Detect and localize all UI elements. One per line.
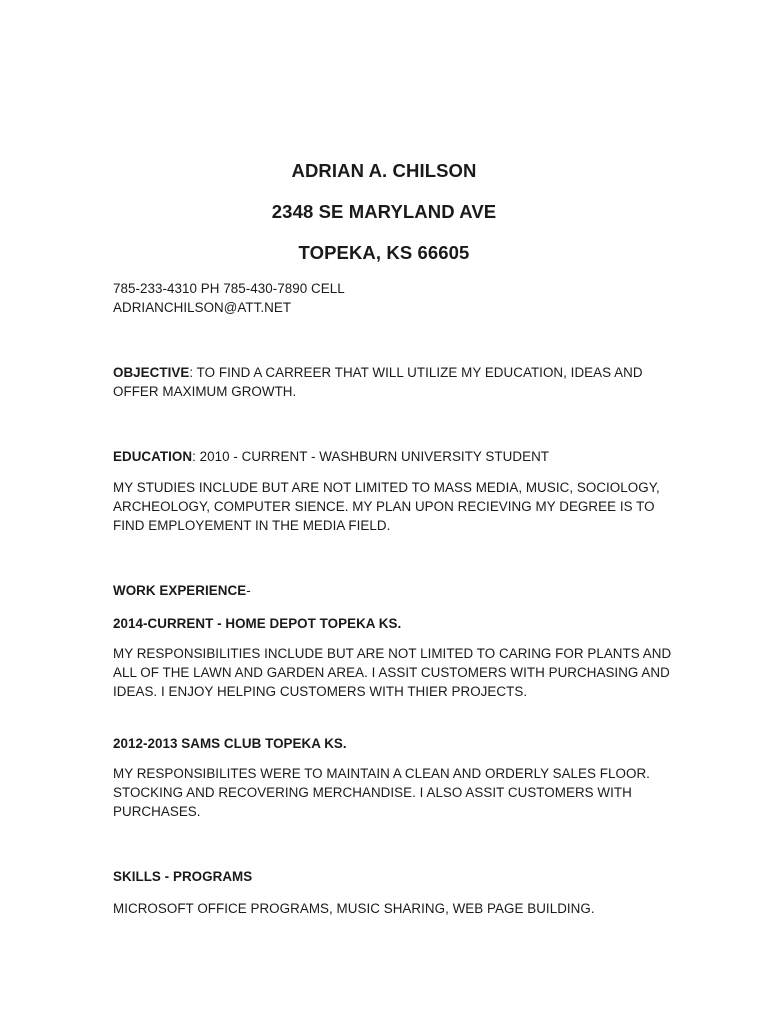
street-address: 2348 SE MARYLAND AVE xyxy=(271,201,497,222)
work-experience-suffix: - xyxy=(246,583,251,598)
job-title: 2012-2013 SAMS CLUB TOPEKA KS. xyxy=(113,736,347,751)
skills-heading: SKILLS - PROGRAMS xyxy=(113,869,253,884)
city-state-zip: TOPEKA, KS 66605 xyxy=(298,242,470,263)
education-label: EDUCATION xyxy=(113,449,193,464)
job-description: MY RESPONSIBILITES WERE TO MAINTAIN A CLEAN AND ORDERLY SALES FLOOR. STOCKING AND RECOVERING MERCHANDISE. I ALSO ASSIT CUSTOMERS WITH PURCHASES. xyxy=(113,766,650,819)
work-experience-heading xyxy=(113,581,673,600)
objective-text: : TO FIND A CARREER THAT WILL UTILIZE MY EDUCATION, IDEAS AND OFFER MAXIMUM GROWTH. xyxy=(113,365,643,399)
email-address: ADRIANCHILSON@ATT.NET xyxy=(113,300,292,315)
work-experience-label: WORK EXPERIENCE xyxy=(113,583,247,598)
job-description: MY RESPONSIBILITIES INCLUDE BUT ARE NOT LIMITED TO CARING FOR PLANTS AND ALL OF THE LAWN AND GARDEN AREA. I ASSIT CUSTOMERS WITH PURCHASING AND IDEAS. I ENJOY HELPING CUSTOMERS WITH THIER PROJECTS. xyxy=(113,646,672,699)
education-text: : 2010 - CURRENT - WASHBURN UNIVERSITY STUDENT xyxy=(192,449,550,464)
skills-text: MICROSOFT OFFICE PROGRAMS, MUSIC SHARING, WEB PAGE BUILDING. xyxy=(113,901,595,916)
phone-numbers: 785-233-4310 PH 785-430-7890 CELL xyxy=(113,281,345,296)
applicant-name: ADRIAN A. CHILSON xyxy=(291,160,477,181)
objective-section xyxy=(113,363,673,401)
job-title: 2014-CURRENT - HOME DEPOT TOPEKA KS. xyxy=(113,616,402,631)
objective-label: OBJECTIVE xyxy=(113,365,190,380)
education-details: MY STUDIES INCLUDE BUT ARE NOT LIMITED TO MASS MEDIA, MUSIC, SOCIOLOGY, ARCHEOLOGY, COMPUTER SIENCE. MY PLAN UPON RECIEVING MY DEGREE IS TO FIND EMPLOYEMENT IN THE MEDIA FIELD. xyxy=(113,480,660,533)
education-section xyxy=(113,447,673,466)
contact-block xyxy=(113,279,673,317)
